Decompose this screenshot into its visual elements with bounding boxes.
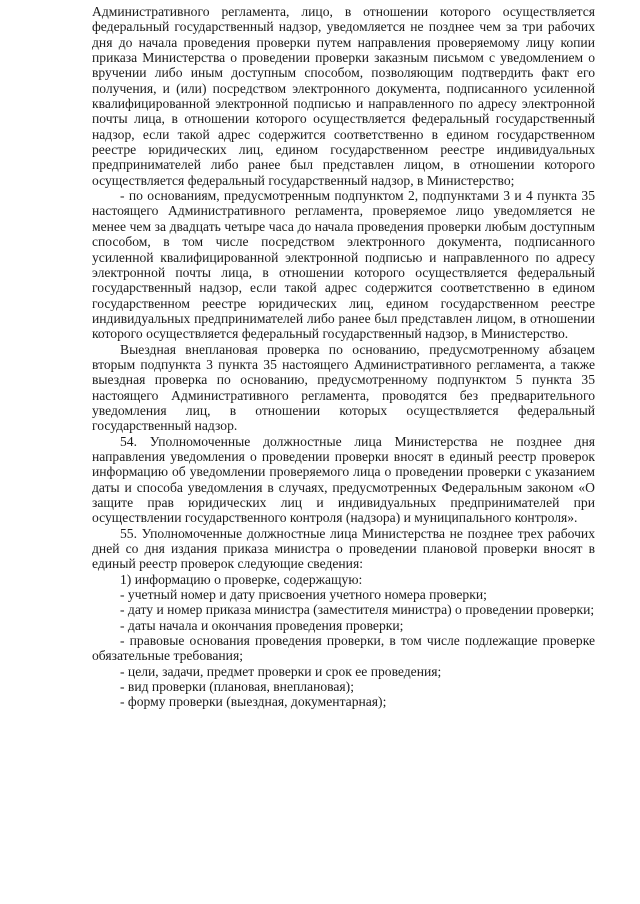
paragraph-item-55: 55. Уполномоченные должностные лица Министерства не позднее трех рабочих дней со дня издания приказа министра о проведении плановой проверки вносят в единый реестр проверок следующие сведения: (92, 525, 595, 572)
list-item-order-date-number: - дату и номер приказа министра (заместителя министра) о проведении проверки; (120, 602, 595, 618)
paragraph-notification-24-hours: - по основаниям, предусмотренным подпунктом 2, подпунктами 3 и 4 пункта 35 настоящего Административного регламента, проверяемое лицо уведомляется не менее чем за двадцать четыре часа до начала проведения проверки любым доступным способом, в том числе посредством электронного документа, подписанного усиленной квалифицированной электронной подписью и направленного по адресу электронной почты лица, в отношении которого осуществляется федеральный государственный надзор, если такой адрес содержится соответственно в едином государственном реестре юридических лиц, едином государственном реестре индивидуальных предпринимателей либо ранее был представлен лицом, в отношении которого осуществляется федеральный государственный надзор, в Министерство. (92, 188, 595, 342)
list-item-legal-grounds: - правовые основания проведения проверки, в том числе подлежащие проверке обязательные требования; (92, 633, 595, 664)
list-item-inspection-type: - вид проверки (плановая, внеплановая); (120, 679, 354, 695)
list-item-registration-number: - учетный номер и дату присвоения учетного номера проверки; (120, 587, 487, 603)
paragraph-item-54: 54. Уполномоченные должностные лица Министерства не позднее дня направления уведомления о проведении проверки вносят в единый реестр проверок информацию об уведомлении проверяемого лица о проведении проверки с указанием даты и способа уведомления в случаях, предусмотренных Федеральным законом «О защите прав юридических лиц и индивидуальных предпринимателей при осуществлении государственного контроля (надзора) и муниципального контроля». (92, 433, 595, 526)
paragraph-unscheduled-inspection: Выездная внеплановая проверка по основанию, предусмотренному абзацем вторым подпункта 3 пункта 35 настоящего Административного регламента, а также выездная проверка по основанию, предусмотренному подпунктом 5 пункта 35 настоящего Административного регламента, проводятся без предварительного уведомления лиц, в отношении которых осуществляется федеральный государственный надзор. (92, 341, 595, 434)
list-item-start-end-dates: - даты начала и окончания проведения проверки; (120, 617, 404, 633)
list-item-inspection-info: 1) информацию о проверке, содержащую: (120, 571, 363, 587)
paragraph-notification-continuation: Административного регламента, лицо, в отношении которого осуществляется федеральный государственный надзор, уведомляется не позднее чем за три рабочих дня до начала проведения проверки путем направления проверяемому лицу копии приказа Министерства о проведении проверки заказным письмом с уведомлением о вручении либо иным доступным способом, позволяющим подтвердить факт его получения, и (или) посредством электронного документа, подписанного усиленной квалифицированной электронной подписью и направленного по адресу электронной почты лица, в отношении которого осуществляется федеральный государственный надзор, если такой адрес содержится соответственно в едином государственном реестре юридических лиц, едином государственном реестре индивидуальных предпринимателей либо ранее был представлен лицом, в отношении которого осуществляется федеральный государственный надзор, в Министерство; (92, 4, 595, 188)
list-item-goals-tasks: - цели, задачи, предмет проверки и срок ее проведения; (120, 663, 442, 679)
list-item-inspection-form: - форму проверки (выездная, документарная); (120, 694, 387, 710)
